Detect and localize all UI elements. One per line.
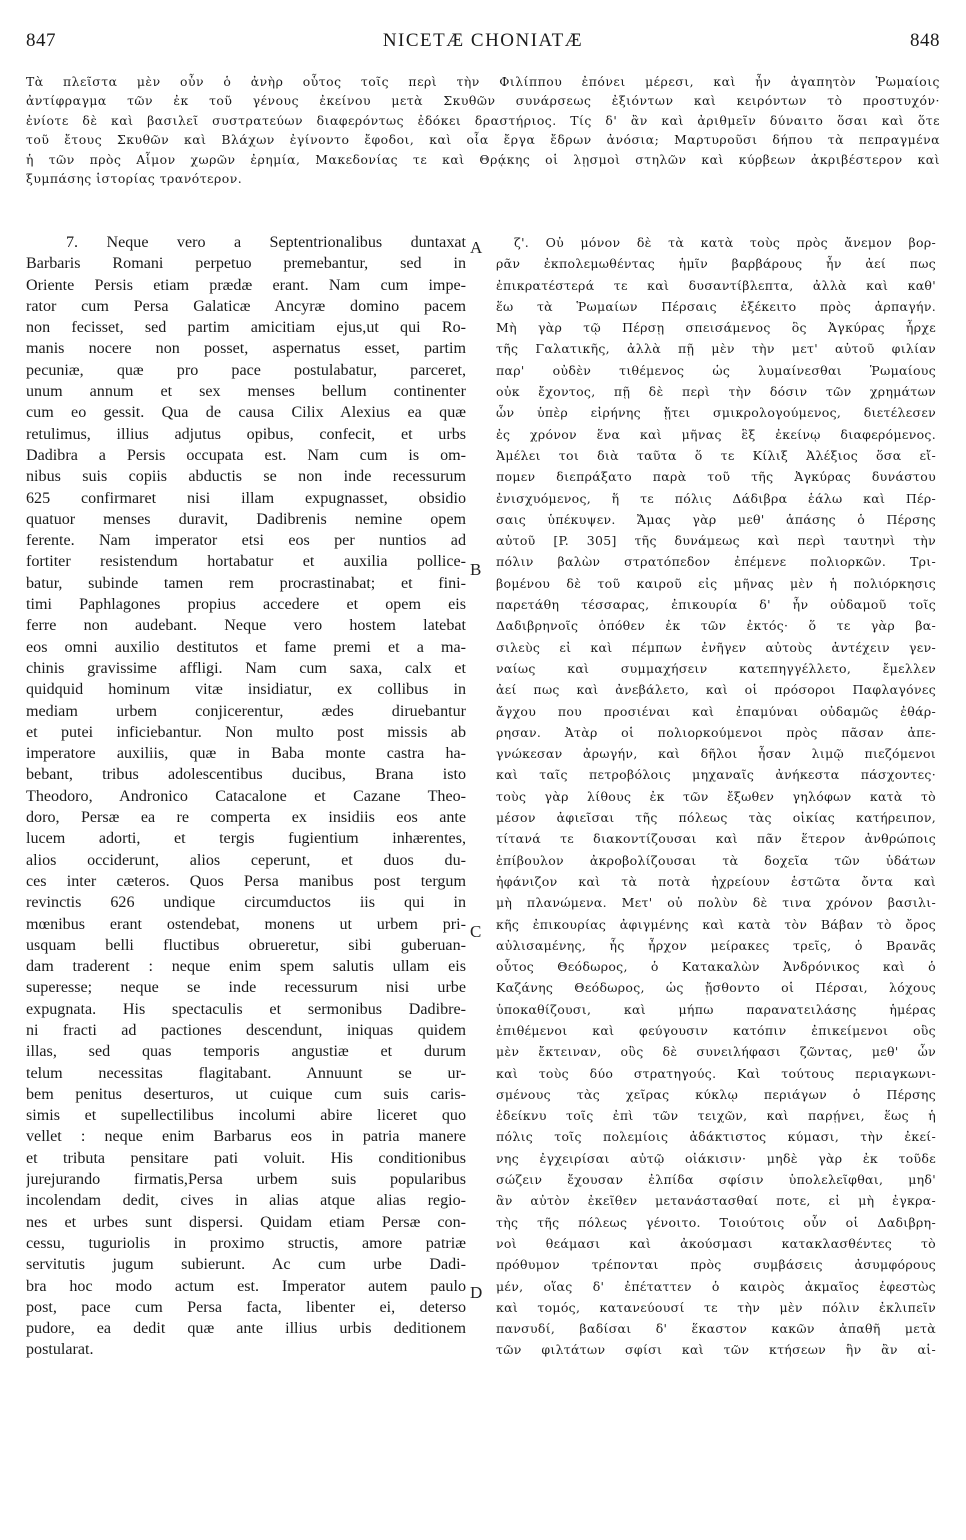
latin-line: imperatore auxiliis, quæ in Baba monte castra ha- xyxy=(26,745,466,763)
greek-line: ζ'. Οὐ μόνον δὲ τὰ κατὰ τοὺς πρὸς ἄνεμον βορ- xyxy=(514,235,936,250)
latin-line: bebant, tribus adolescentibus ducibus, Brana isto xyxy=(26,766,466,784)
latin-line: Theodoro, Andronico Catacalone et Cazane Theo- xyxy=(26,787,466,805)
greek-line: ναίως καὶ συμμαχήσειν κατεπηγγέλλετο, ἔμελλεν xyxy=(496,660,936,676)
latin-line: ferente. Nam imperator etsi eos per nuntios ad xyxy=(26,532,466,550)
latin-line: servitutis jugum subierunt. Ac cum urbe Dadi- xyxy=(26,1256,466,1274)
greek-line: τοὺς γὰρ λίθους ἐκ τῶν ἔξωθεν γηλόφων κατὰ τὸ xyxy=(496,788,936,804)
greek-line: μὴ πλανώμενα. Μετ' οὐ πολὺν δὲ τινα χρόνον βασιλι- xyxy=(496,895,936,911)
latin-line: cessu, tuguriolis in proximo structis, amore patriæ xyxy=(26,1234,466,1252)
page-number-right: 848 xyxy=(910,30,940,51)
greek-line: μέσον ἀφιεῖσαι τῆς πόλεως τὰς οἰκίας κατήρειπον, xyxy=(496,810,936,826)
greek-line: ἐς χρόνον ἕνα καὶ μῆνας ἓξ ἐκείνῳ διαφερόμενος. xyxy=(496,426,936,442)
greek-line: οὗτος Θεόδωρος, ὁ Κατακαλὼν Ἀνδρόνικος καὶ ὁ xyxy=(496,959,936,975)
greek-line: σιλεὺς εἰ καὶ πέμπων ἐνῆγεν αὐτοὺς ἀντέχειν γεν- xyxy=(496,639,936,655)
greek-line: τῶν φιλτάτων σφίσι καὶ τῶν κτήσεων ἣν ἂν αἱ- xyxy=(496,1342,936,1358)
greek-line: ρᾶν ἐκπολεμωθέντας ἡμῖν βαρβάρους ἦν ἀεί πως xyxy=(496,256,936,272)
greek-line: Δαδιβρηνοῖς ὁπόθεν ἐκ τῶν ἐκτός· ὅ τε γὰρ βα- xyxy=(496,618,936,634)
latin-line: expugnata. His spectaculis et sermonibus Dadibre- xyxy=(26,1000,466,1018)
greek-line: αὐτοῦ [P. 305] τῆς δυνάμεως καὶ περὶ ταυτηνὶ τὴν xyxy=(496,533,936,549)
latin-line: 625 confirmaret nisi illam expugnasset, obsidio xyxy=(26,489,466,507)
greek-line: πρόθυμον τρέπονται πρὸς συμβάσεις ἀσυμφόρους xyxy=(496,1257,936,1273)
latin-line: mediam urbem conjicerentur, ædes diruebantur xyxy=(26,702,466,720)
latin-line: superesse; neque se inde recessurum nisi urbe xyxy=(26,979,466,997)
latin-line: Dadibra a Persis occupata est. Nam cum is om- xyxy=(26,446,466,464)
greek-line: οὐκ ἔχοντος, πῇ δὲ περὶ τὴν δόσιν τῶν χρημάτων xyxy=(496,384,936,400)
greek-line: σμένους τὰς χεῖρας κύκλῳ περιάγων ὁ Πέρσης xyxy=(496,1086,936,1102)
greek-line: ἄγχου που προσιέναι καὶ ἐπαμύναι οὐδαμῶς ἐθάρ- xyxy=(496,703,936,719)
latin-line: ni fracti ad pactiones descendunt, iniquas quidem xyxy=(26,1021,466,1039)
greek-intro-paragraph xyxy=(26,72,940,232)
latin-line: bem penitus deserturos, ut cuique cum suis caris- xyxy=(26,1085,466,1103)
latin-line: jurejurando firmatis,Persa urbem suis popularibus xyxy=(26,1171,466,1189)
latin-line: batur, subinde tamen rem procrastinabat; et fini- xyxy=(26,574,466,592)
latin-line: ces inter cæteros. Quos Persa manibus post tergum xyxy=(26,872,466,890)
latin-line: nibus suis copiis abductis se non inde recessurum xyxy=(26,468,466,486)
latin-line: quatuor menses duravit, Dadibrenis nemine opem xyxy=(26,510,466,528)
latin-line: pudore, ea dedit quæ ante illius urbis deditionem xyxy=(26,1320,466,1338)
greek-line: νοὶ θεάμασι καὶ ἀκούσμασι κατακλασθέντες τὸ xyxy=(496,1235,936,1251)
latin-line: postularat. xyxy=(26,1341,94,1359)
latin-line: post, pace cum Persa facta, libenter ei, deterso xyxy=(26,1298,466,1316)
greek-line: ἐπίβουλον ἀκροβολίζουσαι τὰ δοχεῖα τῶν ὑδάτων xyxy=(496,852,936,868)
latin-line: bra hoc modo actum est. Imperator autem paulo xyxy=(26,1277,466,1295)
intro-greek-line: ἡ τῶν πρὸς Αἷμον χωρῶν ἐρημία, Μακεδονίας τε καὶ Θρᾴκης οἱ λῃσμοὶ στηλῶν καὶ κύρβεων ἀκριβέστερον καὶ xyxy=(26,151,940,167)
latin-line: unum annum et sex menses bellum continenter xyxy=(26,383,466,401)
greek-line: πόλις τοῖς πολεμίοις ἀδάκτιστος κύμασι, τὴν ἐκεί- xyxy=(496,1129,936,1145)
latin-line: alios occiderunt, alios ceperunt, et duos du- xyxy=(26,851,466,869)
greek-line: ἐπικρατέστερά τε καὶ δυσαντίβλεπτα, ἀλλὰ καὶ καθ' xyxy=(496,277,936,293)
greek-line: τῆς Γαλατικῆς, ἀλλὰ πῇ μὲν τὴν μετ' αὐτοῦ φιλίαν xyxy=(496,341,936,357)
latin-line: simis et supellectilibus incolumi abire liceret quo xyxy=(26,1107,466,1125)
latin-line: 7. Neque vero a Septentrionalibus duntaxat xyxy=(66,234,466,251)
latin-line: nes et urbes sunt dispersi. Quidam etiam Persæ con- xyxy=(26,1213,466,1231)
greek-line: ὑποκαθίζουσι, καὶ μήπω παρανατειλάσης ἡμέρας xyxy=(496,1001,936,1017)
greek-line: καὶ τοὺς δύο στρατηγούς. Καὶ τούτους περιαγκωνι- xyxy=(496,1065,936,1081)
latin-line: Barbaris Romani perpetuo premebantur, sed in xyxy=(26,255,466,273)
greek-text-column xyxy=(496,232,936,1361)
latin-line: timi Paphlagones propius accedere et opem eis xyxy=(26,596,466,614)
greek-line: ὧν ὑπὲρ εἰρήνης ᾔτει σμικρολογούμενος, διετέλεσεν xyxy=(496,405,936,421)
greek-line: μὲν ἔκτειναν, οὓς δὲ συνειλήφασι ζῶντας, μεθ' ὧν xyxy=(496,1044,936,1060)
latin-line: eos omni auxilio destitutos et fame premi et a ma- xyxy=(26,638,466,656)
greek-line: ἐνισχυόμενος, ἥ τε πόλις Δάδιβρα ἑάλω καὶ Πέρ- xyxy=(496,490,936,506)
greek-line: κῆς ἐπικουρίας ἀφιγμένης καὶ κατὰ τὸν Βάβαν τὸ ὄρος xyxy=(496,916,936,932)
latin-line: incolendam dedit, cives in alias atque alias regio- xyxy=(26,1192,466,1210)
latin-line: retulimus, illius adjutus opibus, confecit, et urbs xyxy=(26,425,466,443)
margin-marker-b: B xyxy=(470,560,482,579)
latin-line: chinis gravissime affligi. Nam cum saxa, calx et xyxy=(26,659,466,677)
greek-line: ἐπιθέμενοι καὶ φεύγουσιν κατόπιν ἐπικείμενοι οὓς xyxy=(496,1022,936,1038)
intro-greek-line: ἐνίοτε δὲ καὶ βασιλεῖ συστρατεύων διαφερόντως ἐδόκει δραστήριος. Τίς δ' ἂν καὶ ἀριθμεῖν δύναιτο ὅσαι καὶ ὅτε xyxy=(26,112,940,128)
margin-marker-d: D xyxy=(470,1283,483,1302)
latin-line: manis nocere non posset, aspernatus esset, partim xyxy=(26,340,466,358)
greek-line: καὶ ταῖς πετροβόλοις μηχαναῖς ἀνήκεστα πάσχοντες· xyxy=(496,767,936,783)
latin-line: usquam belli fluctibus obrueretur, sibi guberuan- xyxy=(26,936,466,954)
greek-line: τίτανά τε διακοντίζουσαι καὶ πᾶν ἕτερον ἀνθρώποις xyxy=(496,831,936,847)
greek-line: ρησαν. Ἀτὰρ οἱ πολιορκούμενοι πρὸς πᾶσαν ἀπε- xyxy=(496,724,936,740)
greek-line: πανσυδί, βαδίσαι δ' ἕκαστον κακῶν ἀπαθῆ μετὰ xyxy=(496,1321,936,1337)
intro-greek-line: ἀντίφραγμα τῶν ἐκ τοῦ γένους ἐκείνου μετὰ Σκυθῶν συνάρσεως ἐξιόντων καὶ κειρόντων τὸ προστυχόν· xyxy=(26,93,940,109)
greek-line: Καζάνης Θεόδωρος, ὡς ᾔσθοντο οἱ Πέρσαι, λόχους xyxy=(496,980,936,996)
greek-line: σώζειν ἔχουσαν ἐλπίδα σφίσιν ὑπολελεῖφθαι, μηδ' xyxy=(496,1172,936,1188)
latin-line: et putei inficiebantur. Non multo post missis ab xyxy=(26,723,466,741)
latin-line: dam traderent : neque enim spem salutis ullam eis xyxy=(26,958,466,976)
running-title: NICETÆ CHONIATÆ xyxy=(382,30,584,51)
latin-line: illas, sed quas temporis angustiæ et durum xyxy=(26,1043,466,1061)
greek-line: βομένου δὲ τοῦ καιροῦ εἰς μῆνας μὲν ἡ πολιόρκησις xyxy=(496,575,936,591)
latin-line: non fecisset, sed partim amicitiam ejus,ut qui Ro- xyxy=(26,319,466,337)
greek-line: πόλιν βαλὼν στρατόπεδον ἐπέμενε πολιορκῶν. Τρι- xyxy=(496,554,936,570)
running-header xyxy=(26,30,940,64)
latin-line: Oriente Persis etiam prædæ erant. Nam cum impe- xyxy=(26,276,466,294)
latin-line: cum eo gessit. Qua de causa Cilix Alexius ea quæ xyxy=(26,404,466,422)
greek-line: καὶ τομός, κατανεύουσί τε τὴν μὲν πόλιν ἐκλιπεῖν xyxy=(496,1299,936,1315)
margin-marker-a: A xyxy=(470,238,483,257)
greek-line: ἕω τὰ Ῥωμαίων Πέρσαις ἐξέκειτο πρὸς ἁρπαγήν. xyxy=(496,298,936,314)
page-number-left: 847 xyxy=(26,30,56,51)
latin-line: ferre non audebant. Neque vero hostem latebat xyxy=(26,617,466,635)
latin-line: quidquid hominum vitæ insidiatur, ex collibus in xyxy=(26,681,466,699)
latin-line: doro, Persæ ea re comperta ex insidiis eos ante xyxy=(26,809,466,827)
greek-line: αὐλισαμένης, ἧς ἦρχον μείρακες τρεῖς, ὁ Βρανᾶς xyxy=(496,937,936,953)
greek-line: ἂν αὐτὸν ἐκεῖθεν μετανάστασθαί ποτε, εἰ μὴ ἐγκρα- xyxy=(496,1193,936,1209)
latin-line: telum necessitas flagitabant. Annuunt se ur- xyxy=(26,1064,466,1082)
greek-line: ἀεί πως καὶ ἀνεβάλετο, καὶ οἱ πρόσοροι Παφλαγόνες xyxy=(496,682,936,698)
margin-marker-c: C xyxy=(470,922,482,941)
latin-translation-column xyxy=(26,232,466,1361)
greek-line: ἐδείκνυ τοῖς ἐπὶ τῶν τειχῶν, καὶ παρῄνει, ἕως ἡ xyxy=(496,1108,936,1124)
greek-line: τὴς τῆς πόλεως γένοιτο. Τοιούτοις οὖν οἱ Δαδιβρη- xyxy=(496,1214,936,1230)
greek-line: γνώκεσαν ἀρωγήν, καὶ δῆλοι ἦσαν λιμῷ πιεζόμενοι xyxy=(496,746,936,762)
latin-line: et tributa pensitare pati voluit. His conditionibus xyxy=(26,1149,466,1167)
greek-line: Ἀμέλει τοι διὰ ταῦτα ὅ τε Κίλιξ Ἀλέξιος ὅσα εἴ- xyxy=(496,447,936,463)
latin-line: pecuniæ, quæ pro pace postulabatur, parceret, xyxy=(26,361,466,379)
greek-line: παρ' οὐδὲν τιθέμενος ὡς λυμαίνεσθαι Ῥωμαίους xyxy=(496,362,936,378)
intro-greek-line: Τὰ πλεῖστα μὲν οὖν ὁ ἀνὴρ οὗτος τοῖς περὶ τὴν Φιλίππου ἐπόνει μέρεσι, καὶ ἦν ἀγαπητὸν Ῥωμαίοις xyxy=(26,74,940,89)
latin-line: rator cum Persa Galaticæ Ancyræ domino pacem xyxy=(26,297,466,315)
intro-greek-line: ξυμπάσης ἱστορίας τρανότερον. xyxy=(26,171,243,187)
intro-greek-line: τοῦ ἔτους Σκυθῶν καὶ Βλάχων ἐγίνοντο ἔφοδοι, καὶ οἷα ἔργα ἔδρων ἀνόσια; Μαρτυροῦσι δήπου τὰ πεπραγμένα xyxy=(26,132,940,148)
greek-line: σαις ὑπέκυψεν. Ἄμας γὰρ μεθ' ἁπάσης ὁ Πέρσης xyxy=(496,511,936,527)
greek-line: Μὴ γὰρ τῷ Πέρσῃ σπεισάμενος ὃς Ἀγκύρας ἦρχε xyxy=(496,320,936,336)
latin-line: fortiter resistendum hortabatur et auxilia pollice- xyxy=(26,553,466,571)
greek-line: νης ἐγχειρίσαι αὐτῷ οἰάκισιν· μηδὲ γὰρ ἐκ τοῦδε xyxy=(496,1150,936,1166)
latin-line: lucem adorti, et tergis fugientium inhærentes, xyxy=(26,830,466,848)
latin-line: revinctis 626 undique circumductos iis qui in xyxy=(26,894,466,912)
latin-line: vellet : neque enim Barbarus eos in patria manere xyxy=(26,1128,466,1146)
latin-line: mœnibus erant ostendebat, monens ut urbem pri- xyxy=(26,915,466,933)
greek-line: ἠφάνιζον καὶ τὰ ποτὰ ἠχρείουν ἑστῶτα ὄντα καὶ xyxy=(496,873,936,889)
greek-line: μέν, οἵας δ' ἐπέταττεν ὁ καιρὸς ἀκμαῖος ἐφεστὼς xyxy=(496,1278,936,1294)
greek-line: πομεν διεπράξατο παρὰ τοῦ τῆς Ἀγκύρας δυνάστου xyxy=(496,469,936,485)
greek-line: παρετάθη τέσσαρας, ἐπικουρία δ' ἦν οὐδαμοῦ τοῖς xyxy=(496,597,936,613)
